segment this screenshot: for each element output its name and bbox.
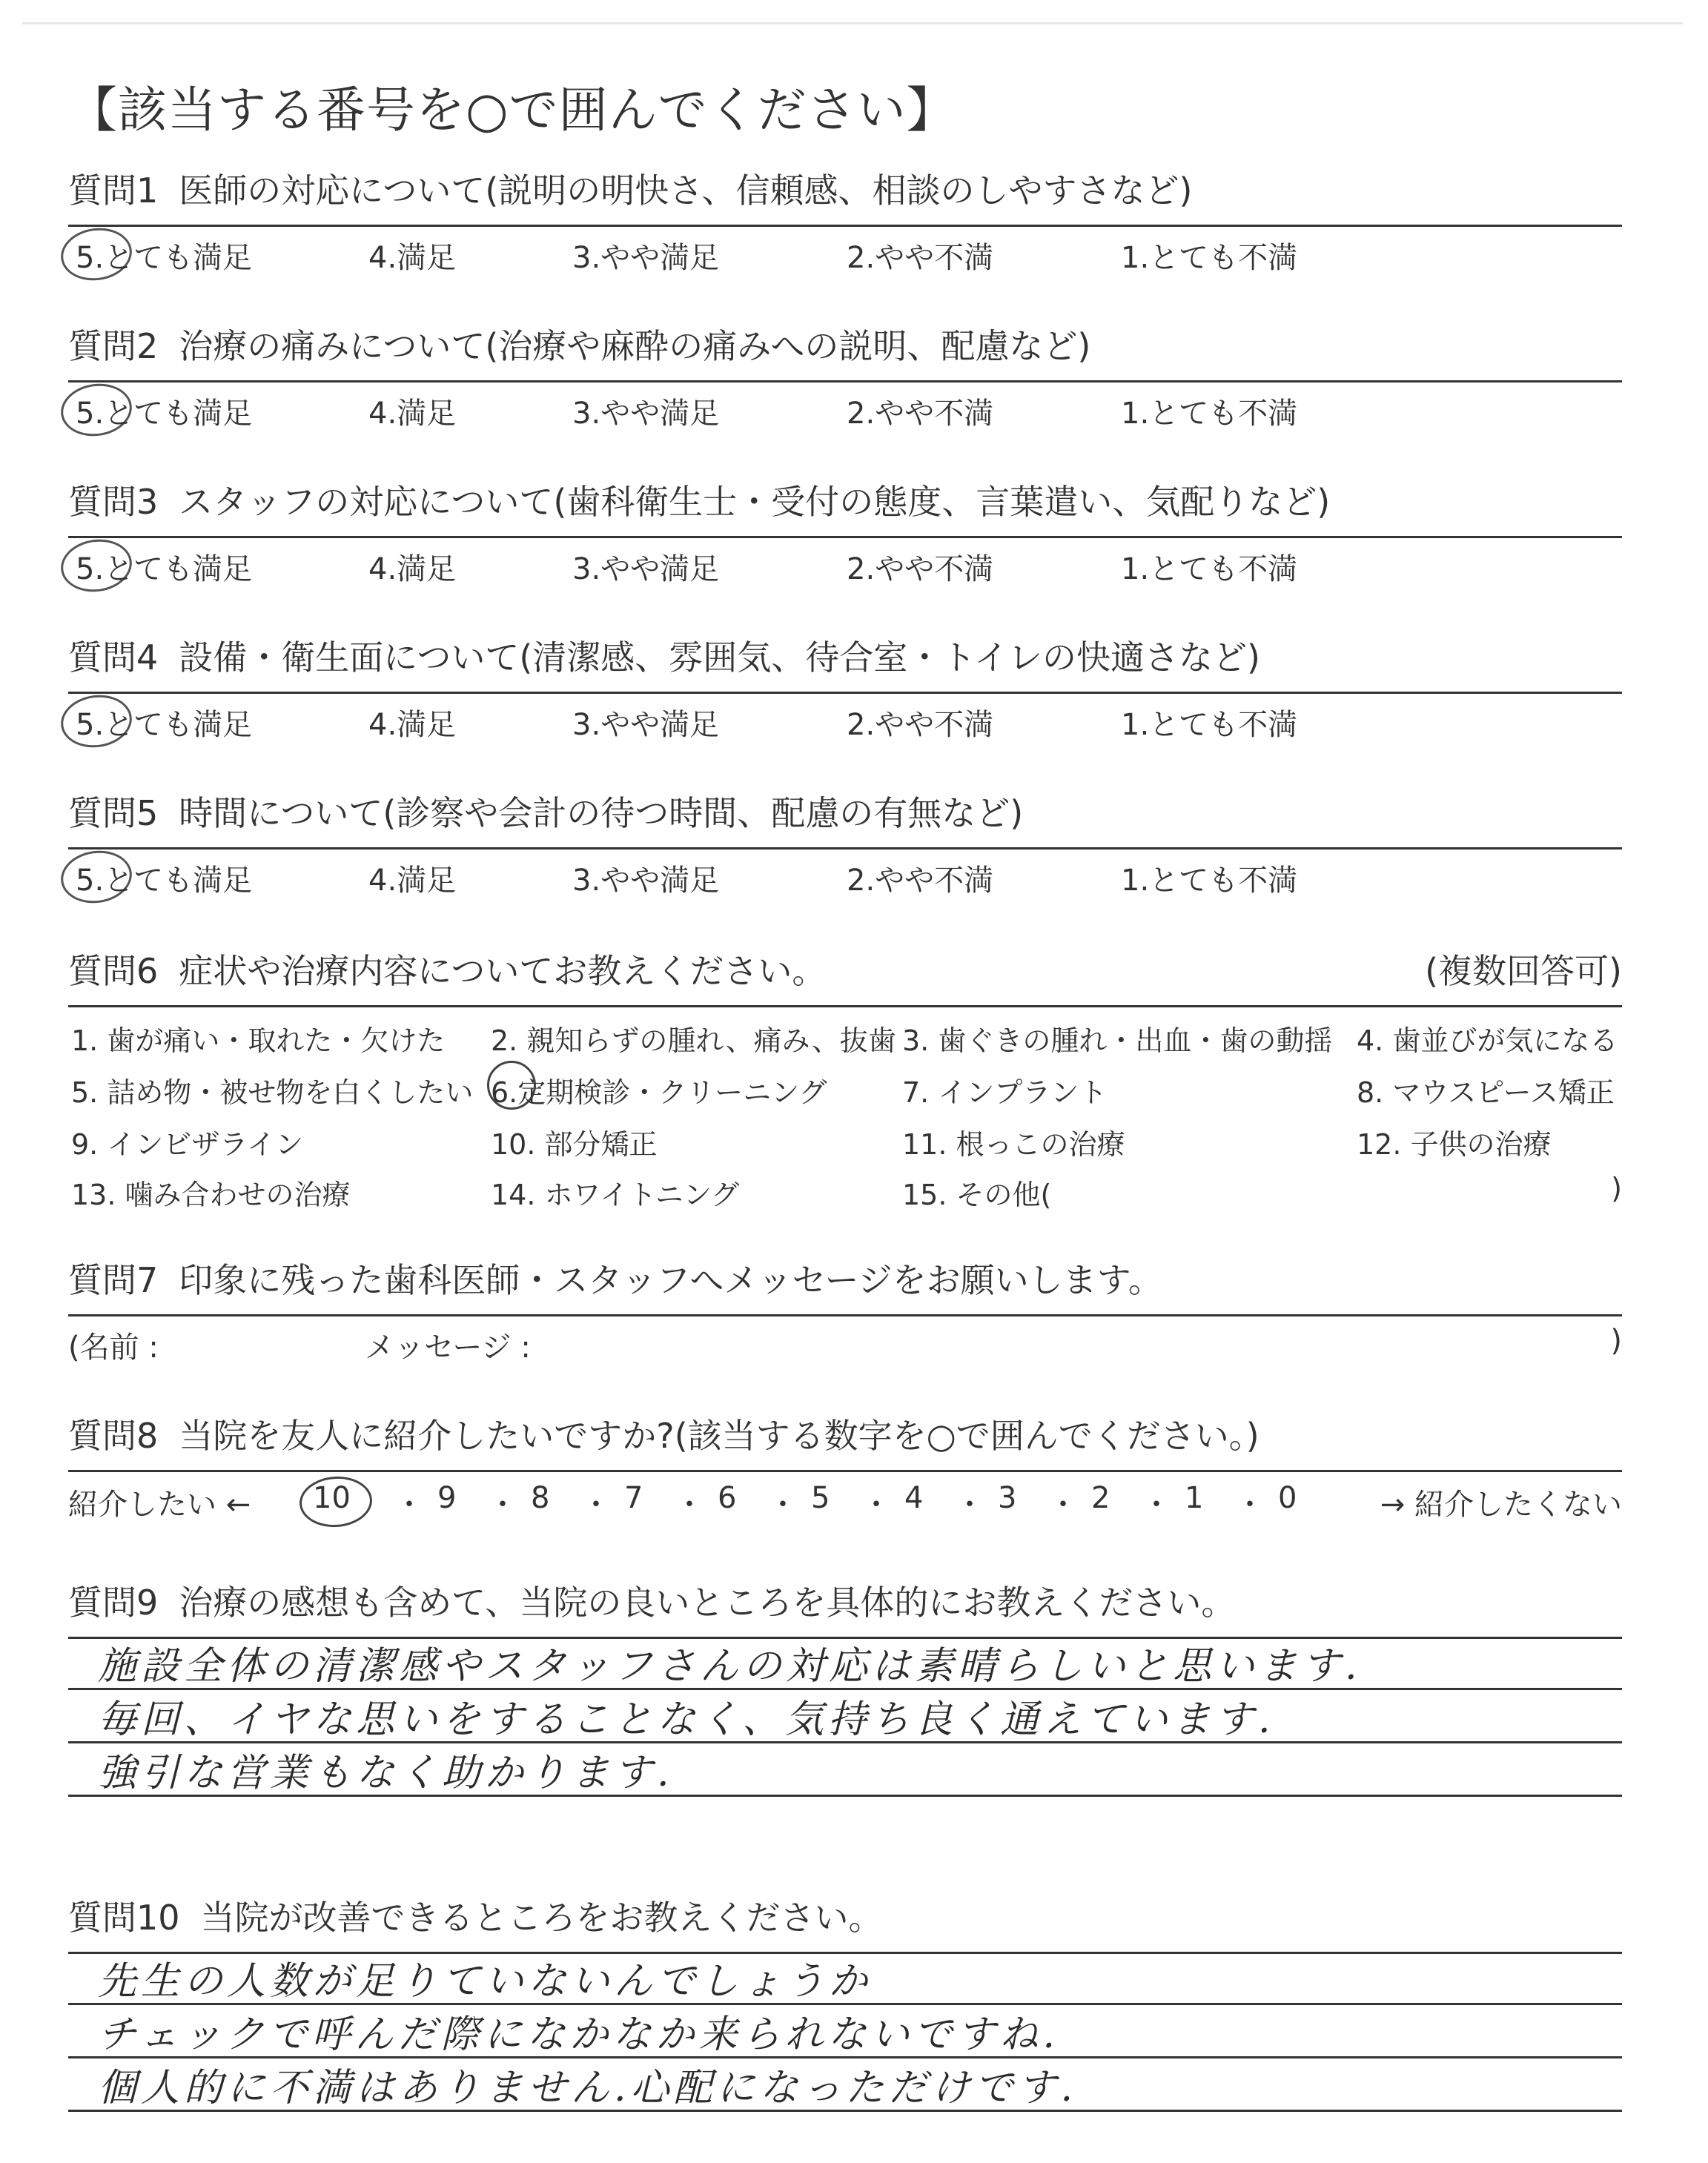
question-number: 質問1 bbox=[68, 170, 159, 211]
answer-rule bbox=[68, 1005, 1622, 1007]
message-field[interactable] bbox=[68, 1324, 1622, 1367]
option-4[interactable]: 4.満足 bbox=[368, 397, 457, 431]
question-number: 質問10 bbox=[68, 1898, 180, 1938]
scale-6[interactable]: 6 bbox=[718, 1481, 737, 1515]
scale-0[interactable]: 0 bbox=[1278, 1481, 1297, 1515]
option-1[interactable]: 1.とても不満 bbox=[1121, 708, 1298, 742]
question-text: 設備・衛生面について(清潔感、雰囲気、待合室・トイレの快適さなど) bbox=[179, 637, 1260, 678]
option-4[interactable]: 4.満足 bbox=[368, 708, 457, 742]
scale-dot: ・ bbox=[1235, 1488, 1265, 1522]
treatment-options bbox=[68, 1018, 1622, 1233]
question-title bbox=[68, 1256, 1622, 1304]
scale-5[interactable]: 5 bbox=[811, 1481, 830, 1515]
treatment-option-8[interactable]: 8. マウスピース矯正 bbox=[1357, 1076, 1615, 1109]
answer-rule bbox=[68, 847, 1622, 849]
answer-rule bbox=[68, 380, 1622, 382]
treatment-option-13[interactable]: 13. 噛み合わせの治療 bbox=[71, 1179, 351, 1211]
scale-dot: ・ bbox=[768, 1488, 798, 1522]
treatment-option-3[interactable]: 3. 歯ぐきの腫れ・出血・歯の動揺 bbox=[902, 1024, 1333, 1057]
handwritten-answer-line: 強引な営業もなく助かります. bbox=[98, 1751, 674, 1795]
question-number: 質問8 bbox=[68, 1416, 159, 1456]
option-4[interactable]: 4.満足 bbox=[368, 241, 457, 275]
scale-dot: ・ bbox=[1048, 1488, 1078, 1522]
instruction-header: 【該当する番号を○で囲んでください】 bbox=[68, 82, 956, 139]
treatment-option-12[interactable]: 12. 子供の治療 bbox=[1357, 1128, 1552, 1161]
option-3[interactable]: 3.やや満足 bbox=[572, 241, 720, 275]
name-label: (名前 : bbox=[68, 1331, 159, 1365]
option-3[interactable]: 3.やや満足 bbox=[572, 552, 720, 586]
question-number: 質問4 bbox=[68, 637, 159, 678]
scale-dot: ・ bbox=[955, 1488, 984, 1522]
question-text: スタッフの対応について(歯科衛生士・受付の態度、言葉遣い、気配りなど) bbox=[179, 482, 1331, 522]
scale-4[interactable]: 4 bbox=[904, 1481, 924, 1515]
option-4[interactable]: 4.満足 bbox=[368, 552, 457, 586]
rating-options bbox=[68, 390, 1622, 434]
question-1 bbox=[68, 167, 1622, 279]
option-1[interactable]: 1.とても不満 bbox=[1121, 241, 1298, 275]
question-text: 医師の対応について(説明の明快さ、信頼感、相談のしやすさなど) bbox=[179, 170, 1193, 211]
scale-dot: ・ bbox=[1142, 1488, 1171, 1522]
question-title bbox=[68, 789, 1622, 837]
question-9 bbox=[68, 1579, 1622, 1848]
option-3[interactable]: 3.やや満足 bbox=[572, 397, 720, 431]
question-title bbox=[68, 1579, 1622, 1626]
handwritten-answer-line: 先生の人数が足りていないんでしょうか bbox=[98, 1959, 873, 2004]
option-3[interactable]: 3.やや満足 bbox=[572, 864, 720, 898]
question-6 bbox=[68, 947, 1622, 1233]
treatment-option-9[interactable]: 9. インビザライン bbox=[71, 1128, 304, 1161]
option-4[interactable]: 4.満足 bbox=[368, 864, 457, 898]
scale-9[interactable]: 9 bbox=[437, 1481, 457, 1515]
scale-1[interactable]: 1 bbox=[1185, 1481, 1204, 1515]
handwritten-answer-line: 毎回、イヤな思いをすることなく、気持ち良く通えています. bbox=[98, 1697, 1275, 1742]
treatment-option-7[interactable]: 7. インプラント bbox=[902, 1076, 1108, 1109]
message-label: メッセージ : bbox=[365, 1331, 531, 1365]
question-text: 当院が改善できるところをお教えください。 bbox=[200, 1898, 883, 1938]
question-3 bbox=[68, 478, 1622, 590]
treatment-option-6[interactable]: 6.定期検診・クリーニング bbox=[491, 1076, 827, 1109]
recommend-scale bbox=[68, 1481, 1622, 1528]
question-title bbox=[68, 167, 1622, 214]
question-10 bbox=[68, 1894, 1622, 2163]
answer-rule bbox=[68, 1314, 1622, 1316]
question-title bbox=[68, 322, 1622, 370]
question-4 bbox=[68, 634, 1622, 746]
question-title bbox=[68, 947, 1622, 995]
option-5[interactable]: 5.とても満足 bbox=[76, 552, 253, 586]
scale-10[interactable]: 10 bbox=[313, 1481, 351, 1515]
treatment-option-2[interactable]: 2. 親知らずの腫れ、痛み、抜歯 bbox=[491, 1024, 896, 1057]
option-1[interactable]: 1.とても不満 bbox=[1121, 552, 1298, 586]
message-close-paren: ) bbox=[1610, 1324, 1622, 1358]
scale-dot: ・ bbox=[581, 1488, 611, 1522]
option-5[interactable]: 5.とても満足 bbox=[76, 708, 253, 742]
scale-right-label: → 紹介したくない bbox=[1380, 1488, 1622, 1522]
answer-rule bbox=[68, 692, 1622, 694]
rating-options bbox=[68, 546, 1622, 590]
question-number: 質問7 bbox=[68, 1260, 159, 1300]
scale-8[interactable]: 8 bbox=[531, 1481, 550, 1515]
scale-2[interactable]: 2 bbox=[1091, 1481, 1110, 1515]
scale-dot: ・ bbox=[861, 1488, 891, 1522]
treatment-option-14[interactable]: 14. ホワイトニング bbox=[491, 1179, 740, 1211]
option-5[interactable]: 5.とても満足 bbox=[76, 397, 253, 431]
question-number: 質問5 bbox=[68, 793, 159, 833]
question-title bbox=[68, 1894, 1622, 1941]
option-1[interactable]: 1.とても不満 bbox=[1121, 864, 1298, 898]
option-5[interactable]: 5.とても満足 bbox=[76, 241, 253, 275]
option-2[interactable]: 2.やや不満 bbox=[847, 864, 994, 898]
handwritten-answer-line: 個人的に不満はありません.心配になっただけです. bbox=[98, 2066, 1078, 2110]
question-number: 質問6 bbox=[68, 951, 159, 991]
rating-options bbox=[68, 701, 1622, 746]
option-2[interactable]: 2.やや不満 bbox=[847, 708, 994, 742]
answer-rule bbox=[68, 1470, 1622, 1472]
question-title bbox=[68, 634, 1622, 681]
scale-left-label: 紹介したい ← bbox=[68, 1488, 251, 1522]
question-number: 質問3 bbox=[68, 482, 159, 522]
option-2[interactable]: 2.やや不満 bbox=[847, 397, 994, 431]
scale-3[interactable]: 3 bbox=[998, 1481, 1017, 1515]
question-5 bbox=[68, 789, 1622, 901]
answer-rule bbox=[68, 225, 1622, 227]
question-text: 当院を友人に紹介したいですか?(該当する数字を○で囲んでください。) bbox=[179, 1416, 1260, 1456]
other-close-paren: ) bbox=[1611, 1172, 1622, 1205]
question-8 bbox=[68, 1412, 1622, 1528]
treatment-option-1[interactable]: 1. 歯が痛い・取れた・欠けた bbox=[71, 1024, 446, 1057]
option-5[interactable]: 5.とても満足 bbox=[76, 864, 253, 898]
treatment-option-15[interactable]: 15. その他( bbox=[902, 1179, 1052, 1211]
question-text: 治療の感想も含めて、当院の良いところを具体的にお教えください。 bbox=[179, 1583, 1236, 1623]
multiple-answer-note: (複数回答可) bbox=[1425, 951, 1622, 991]
handwritten-answer-line: 施設全体の清潔感やスタッフさんの対応は素晴らしいと思います. bbox=[98, 1644, 1362, 1689]
option-1[interactable]: 1.とても不満 bbox=[1121, 397, 1298, 431]
option-2[interactable]: 2.やや不満 bbox=[847, 241, 994, 275]
question-text: 症状や治療内容についてお教えください。 bbox=[179, 951, 827, 991]
question-number: 質問2 bbox=[68, 326, 159, 366]
option-3[interactable]: 3.やや満足 bbox=[572, 708, 720, 742]
scale-dot: ・ bbox=[488, 1488, 517, 1522]
treatment-option-11[interactable]: 11. 根っこの治療 bbox=[902, 1128, 1125, 1161]
rating-options bbox=[68, 234, 1622, 279]
question-text: 印象に残った歯科医師・スタッフへメッセージをお願いします。 bbox=[179, 1260, 1162, 1300]
scale-dot: ・ bbox=[394, 1488, 424, 1522]
question-2 bbox=[68, 322, 1622, 434]
question-title bbox=[68, 478, 1622, 526]
scan-edge bbox=[22, 22, 1683, 24]
treatment-option-10[interactable]: 10. 部分矯正 bbox=[491, 1128, 658, 1161]
answer-area[interactable] bbox=[68, 1645, 1622, 1797]
question-text: 時間について(診察や会計の待つ時間、配慮の有無など) bbox=[179, 793, 1024, 833]
rating-options bbox=[68, 857, 1622, 901]
question-title bbox=[68, 1412, 1622, 1460]
question-7 bbox=[68, 1256, 1622, 1367]
scale-dot: ・ bbox=[675, 1488, 704, 1522]
treatment-option-4[interactable]: 4. 歯並びが気になる bbox=[1357, 1024, 1618, 1057]
question-text: 治療の痛みについて(治療や麻酔の痛みへの説明、配慮など) bbox=[179, 326, 1091, 366]
option-2[interactable]: 2.やや不満 bbox=[847, 552, 994, 586]
treatment-option-5[interactable]: 5. 詰め物・被せ物を白くしたい bbox=[71, 1076, 474, 1109]
handwritten-answer-line: チェックで呼んだ際になかなか来られないですね. bbox=[98, 2013, 1059, 2057]
scale-7[interactable]: 7 bbox=[624, 1481, 643, 1515]
answer-area[interactable] bbox=[68, 1960, 1622, 2112]
answer-rule bbox=[68, 536, 1622, 538]
question-number: 質問9 bbox=[68, 1583, 159, 1623]
